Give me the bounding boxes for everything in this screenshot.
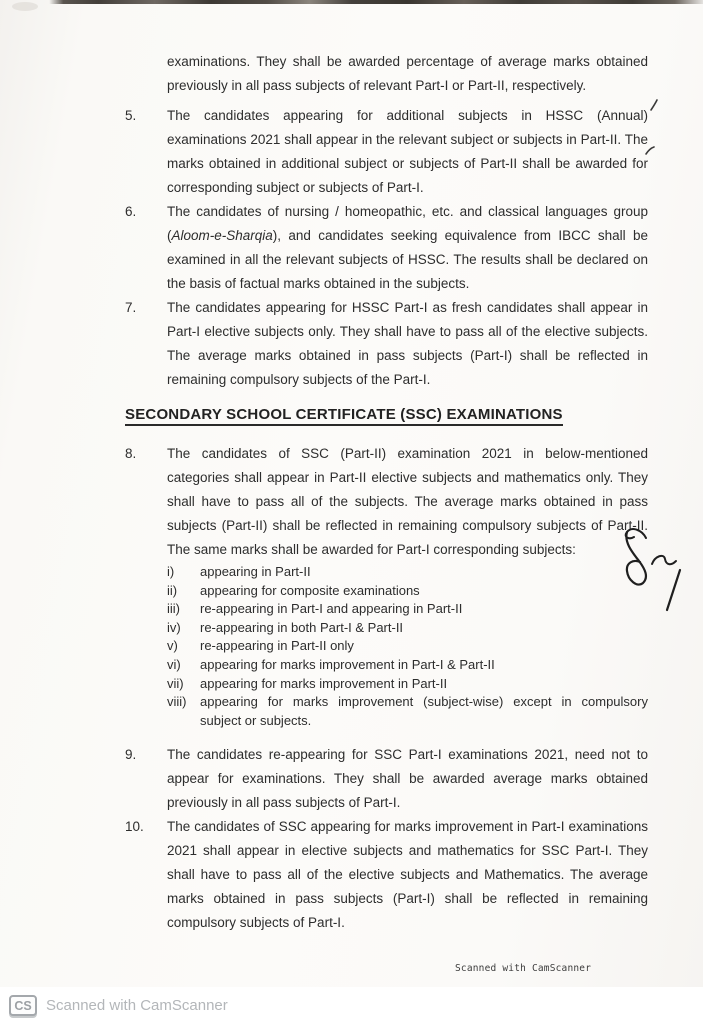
item-number: 5. [125, 108, 137, 123]
camscanner-watermark: Scanned with CamScanner [455, 963, 592, 974]
sub-item-text: re-appearing in both Part-I & Part-II [200, 619, 404, 635]
list-item-6 [125, 200, 648, 296]
list-item-9 [125, 743, 648, 815]
sub-item-label: v) [167, 638, 178, 654]
document-body [125, 50, 648, 935]
item-text: The candidates re-appearing for SSC Part-I examinations 2021, need not to appear for examinations. They shall be awarded average marks obtained previously in all pass subjects of Part-I. [167, 747, 648, 811]
item-text: The candidates appearing for HSSC Part-I as fresh candidates shall appear in Part-I elective subjects only. They shall have to pass all of the elective subjects. The average marks obtained in pass subjects (Part-I) shall be reflected in remaining compulsory subjects of the Part-I. [167, 300, 648, 387]
camscanner-footer-bar [0, 987, 703, 1024]
sub-item-text: appearing for marks improvement (subject-wise) except in compulsory subject or subjects. [200, 694, 648, 728]
section-heading: SECONDARY SCHOOL CERTIFICATE (SSC) EXAMINATIONS [125, 405, 648, 425]
item-number: 9. [125, 747, 137, 763]
sub-list-item-ii [167, 582, 648, 601]
sub-item-text: re-appearing in Part-II only [200, 638, 354, 654]
sub-item-text: appearing for composite examinations [200, 582, 420, 598]
pen-tick-comma-mark [648, 98, 662, 114]
camscanner-logo-icon [9, 995, 37, 1016]
sub-list-item-vi [167, 656, 648, 675]
item-text-after-italic: ), and candidates seeking equivalence from IBCC shall be examined in all the relevant subjects of HSSC. The results shall be declared on the basis of factual marks obtained in the subjects. [167, 228, 648, 291]
sub-item-label: vi) [167, 656, 181, 672]
list-item-7 [125, 296, 648, 392]
roman-sub-list [167, 563, 648, 730]
item-number: 10. [125, 819, 144, 835]
sub-item-label: i) [167, 564, 175, 579]
pen-signature-squiggle-mark [612, 524, 696, 616]
list-item-10 [125, 815, 648, 935]
sub-item-label: viii) [167, 694, 187, 710]
sub-list-item-iv [167, 619, 648, 638]
list-item-5 [125, 104, 648, 200]
scan-smudge-artifact [12, 2, 38, 11]
intro-paragraph: examinations. They shall be awarded percentage of average marks obtained previously in all pass subjects of relevant Part-I or Part-II, respectively. [167, 54, 648, 93]
sub-item-label: ii) [167, 582, 178, 598]
item-text: The candidates appearing for additional subjects in HSSC (Annual) examinations 2021 shall appear in the relevant subject or subjects in Part-II. The marks obtained in additional subject or subjects of Part-II shall be awarded for corresponding subject or subjects of Part-I. [167, 108, 648, 195]
sub-list-item-i [167, 563, 648, 582]
sub-item-label: iii) [167, 601, 180, 617]
pen-tick-small-mark [644, 144, 658, 158]
sub-list-item-vii [167, 675, 648, 694]
camscanner-logo-text: CS [14, 998, 32, 1013]
sub-item-text: appearing for marks improvement in Part-II [200, 675, 448, 691]
sub-list-item-viii [167, 693, 648, 730]
sub-item-text: re-appearing in Part-I and appearing in Part-II [200, 601, 463, 617]
sub-list-item-iii [167, 600, 648, 619]
scan-edge-artifact [0, 0, 703, 4]
item-text: The candidates of SSC (Part-II) examination 2021 in below-mentioned categories shall appear in Part-II elective subjects and mathematics only. They shall have to pass all of the subjects. The average marks obtained in pass subjects (Part-II) shall be reflected in remaining compulsory subjects of Part-II. The same marks shall be awarded for Part-I corresponding subjects: [167, 446, 648, 557]
item-text-italic: Aloom-e-Sharqia [171, 228, 273, 243]
sub-item-label: iv) [167, 619, 181, 635]
item-text-before-italic: The candidates of nursing / homeopathic, etc. and classical languages group ( [167, 204, 648, 243]
footer-label: Scanned with CamScanner [46, 997, 228, 1014]
sub-item-label: vii) [167, 675, 184, 691]
sub-item-text: appearing in Part-II [200, 564, 311, 579]
item-text: The candidates of SSC appearing for marks improvement in Part-I examinations 2021 shall appear in elective subjects and mathematics for SSC Part-I. They shall have to pass all of the elective subjects and Mathematics. The average marks obtained in pass subjects (Part-I) shall be reflected in remaining compulsory subjects of Part-I. [167, 819, 648, 931]
sub-list-item-v [167, 637, 648, 656]
item-number: 8. [125, 446, 137, 461]
list-item-8 [125, 442, 648, 562]
item-number: 7. [125, 300, 137, 315]
sub-item-text: appearing for marks improvement in Part-I & Part-II [200, 656, 495, 672]
item-number: 6. [125, 204, 137, 219]
